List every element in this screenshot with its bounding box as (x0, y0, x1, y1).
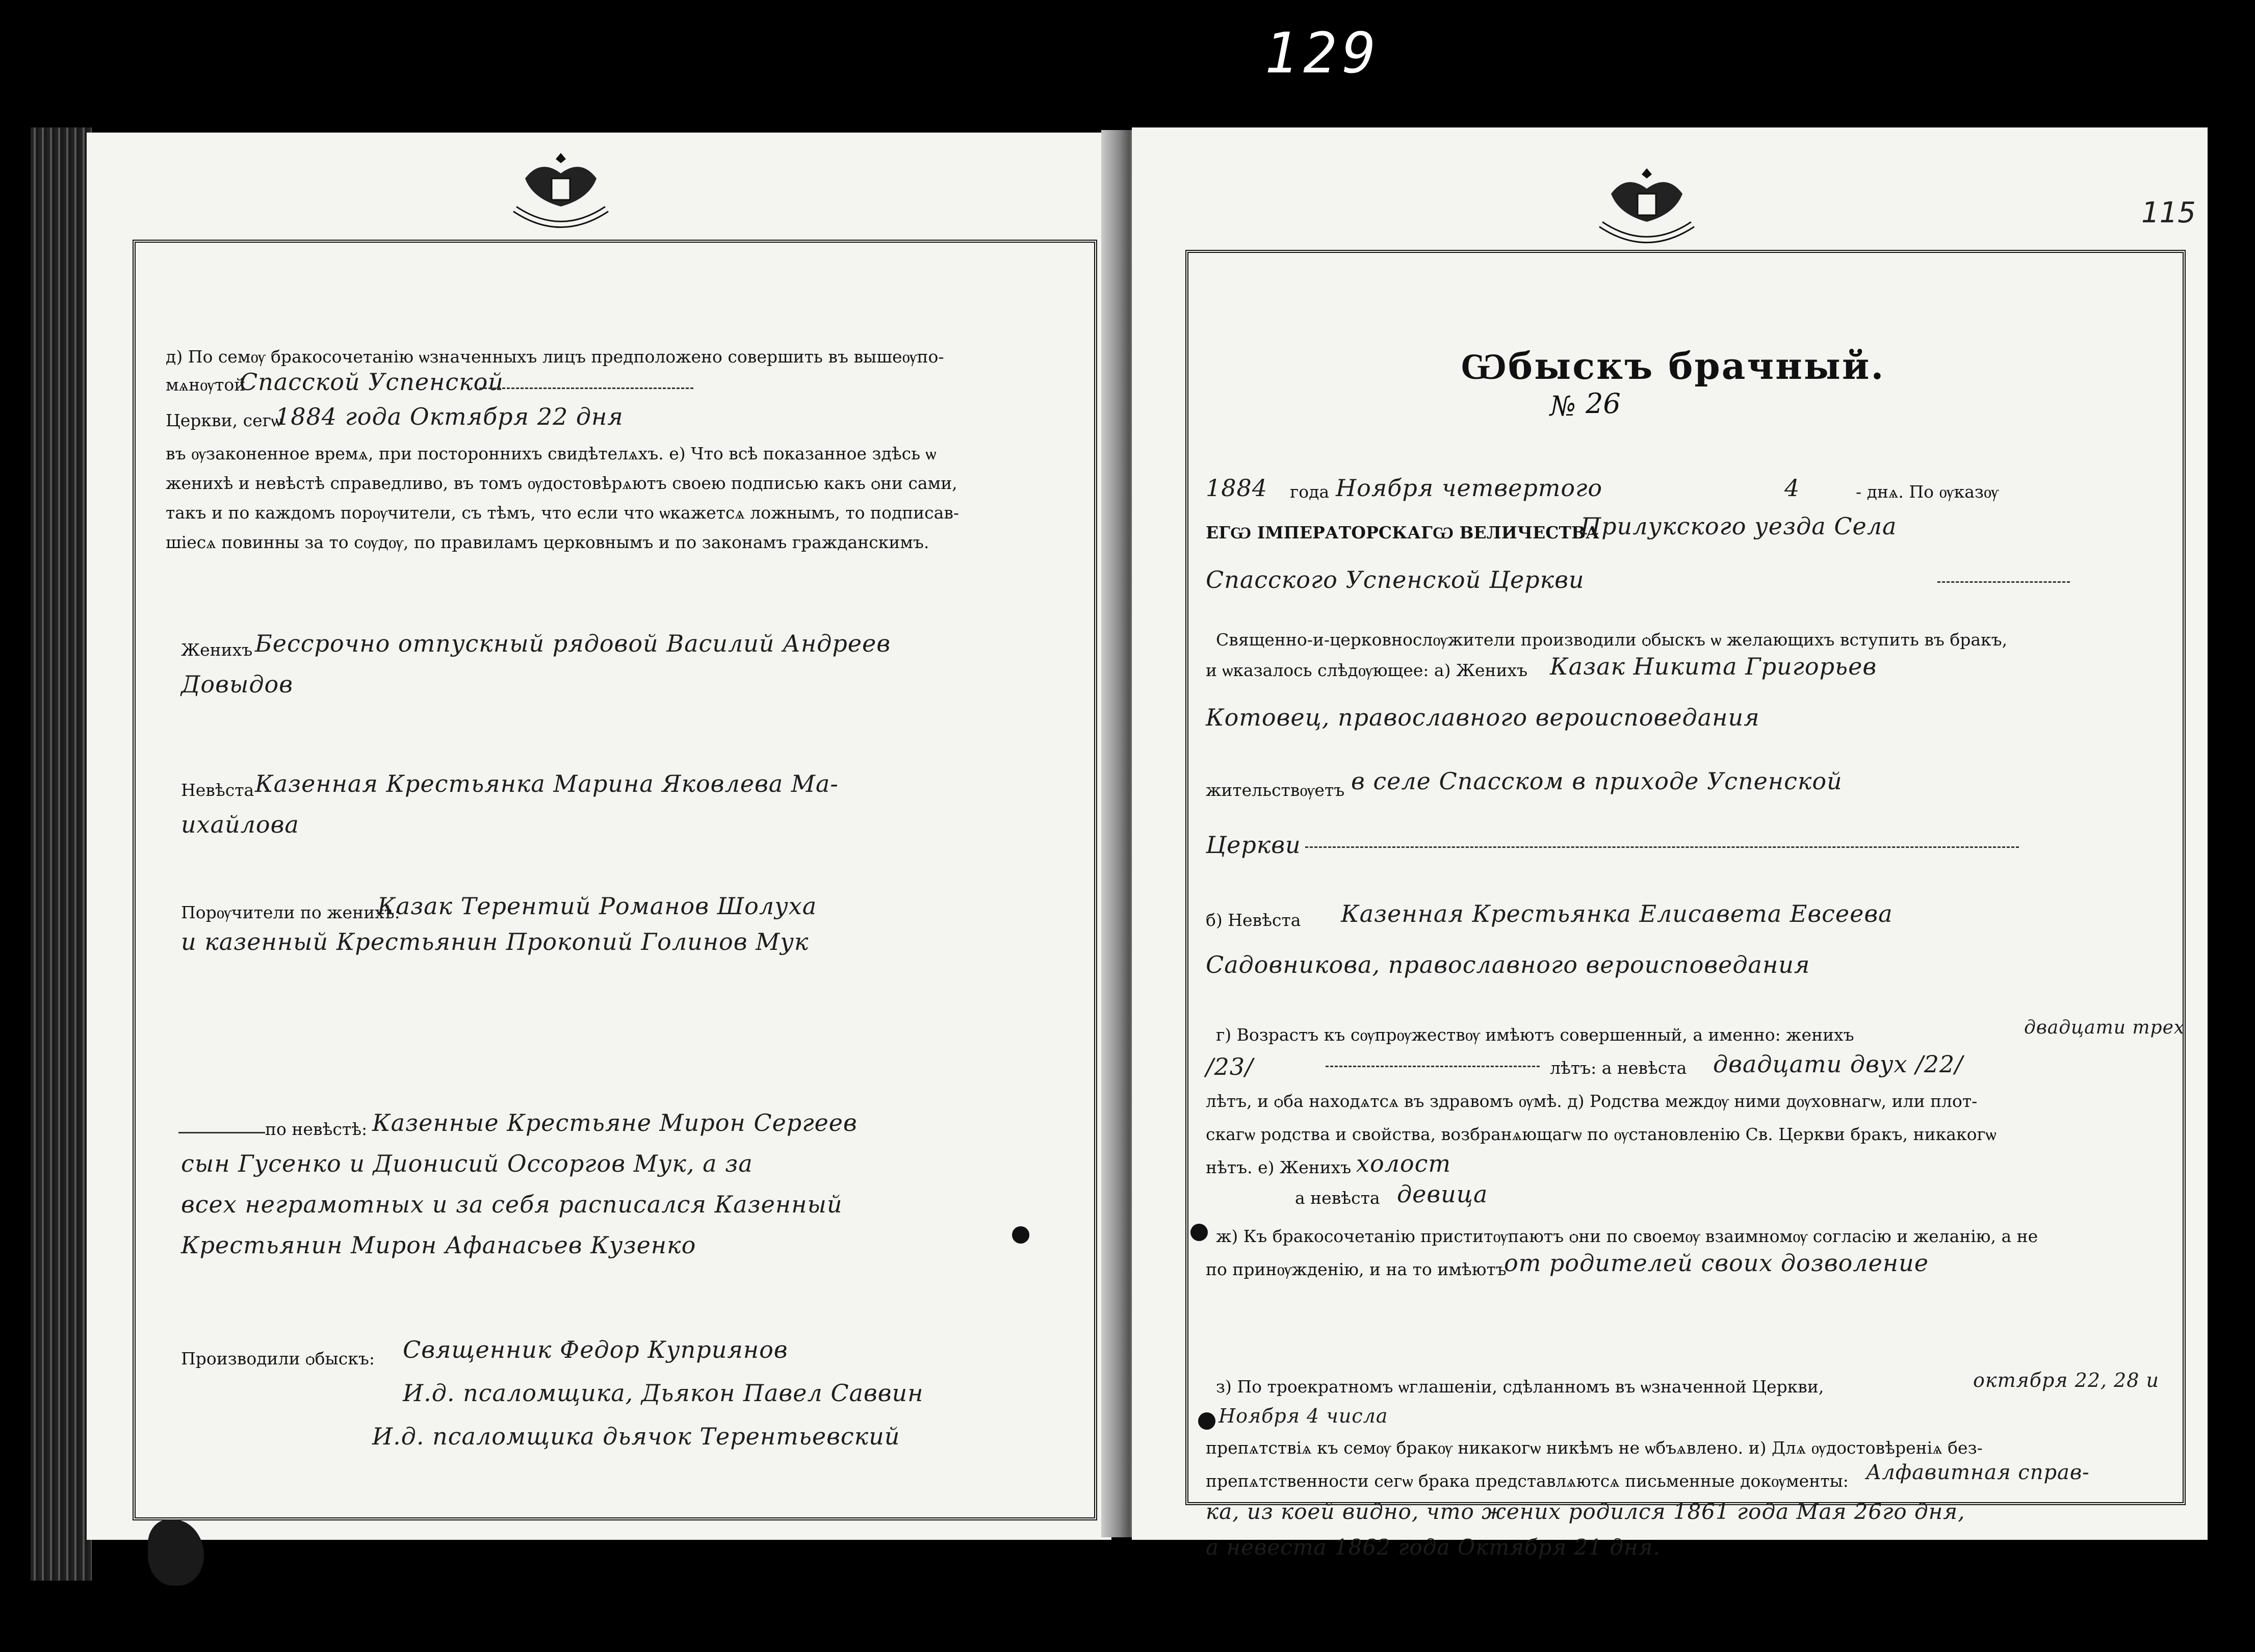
conducted-label: Производили ѻбыскъ: (181, 1349, 375, 1369)
clause-d-line1: д) По семѹ бракосочетанiю ѡзначенныхъ лицъ предположено совершить въ вышеѹпо- (166, 347, 944, 367)
day-handwritten: 4 (1784, 474, 1800, 502)
deacon-signature: И.д. псаломщика, Дьякон Павел Саввин (403, 1379, 924, 1407)
punch-hole (1198, 1412, 1215, 1430)
wedding-date-handwritten: 1884 года Октября 22 дня (275, 403, 624, 430)
consent-handwritten: от родителей своих дозволение (1504, 1249, 1929, 1277)
month-handwritten: Ноября четвертого (1336, 474, 1603, 502)
groom-age-number-handwritten: /23/ (1206, 1053, 1254, 1080)
fill-line (178, 1132, 265, 1133)
sureties-groom-label: Порѹчители по женихѣ: (181, 902, 400, 922)
residence-handwritten: в селе Спасском в приходе Успенской (1351, 767, 1843, 795)
page-number: 115 (2141, 196, 2196, 229)
bride-status-handwritten: девица (1397, 1180, 1488, 1208)
clause-d-line5: женихѣ и невѣстѣ справедливо, въ томъ ѹдостовѣрѧютъ своею подписью какъ ѻни сами, (166, 473, 957, 493)
record-number: 26 (1586, 388, 1621, 420)
right-page (1132, 127, 2208, 1560)
majesty-label: ЕГѠ ІМПЕРАТОРСКАГѠ ВЕЛИЧЕСТВА (1206, 523, 1599, 543)
sureties-bride-handwritten-3: всех неграмотных и за себя расписался Казенный (181, 1191, 843, 1218)
groom-name-handwritten: Казак Никита Григорьев (1550, 653, 1877, 680)
residence-label: жительствѹетъ (1206, 780, 1345, 800)
book-edge (31, 127, 92, 1581)
fill-line (1326, 1066, 1540, 1067)
documents-handwritten-2: ка, из коей видно, что жених родился 1861 года Мая 26го дня, (1206, 1499, 1965, 1524)
clause-d-line4: въ ѹзаконенное времѧ, при постороннихъ свидѣтелѧхъ. е) Что всѣ показанное здѣсь ѡ (166, 444, 937, 463)
bride-name-handwritten-2: Садовникова, православного вероисповедания (1206, 951, 1810, 978)
banns-dates-handwritten-2: Ноября 4 числа (1219, 1405, 1388, 1427)
groom-label: Женихъ (181, 640, 253, 660)
sureties-groom-handwritten: Казак Терентий Романов Шолуха (377, 892, 817, 920)
consent-line1: ж) Къ бракосочетанiю приститѹпаютъ ѻни по своемѹ взаимномѹ согласiю и желанiю, а не (1216, 1226, 2038, 1246)
bride-age-handwritten: двадцати двух /22/ (1713, 1050, 1963, 1078)
church-name-handwritten: Спасской Успенской (240, 368, 504, 396)
left-page (87, 133, 1111, 1540)
banns-line2: препѧтствiѧ къ семѹ бракѹ никакогѡ никѣмъ не ѡбъѧвлено. и) Длѧ ѹдостовѣренiѧ без- (1206, 1438, 1983, 1458)
thumb-smudge (148, 1519, 204, 1586)
age-line1: г) Возрастъ къ сѹпрѹжествѹ имѣютъ совершенный, а именно: женихъ (1216, 1025, 1854, 1045)
clause-d-line3: Церкви, сегѡ (166, 410, 282, 430)
imperial-eagle-emblem (1580, 158, 1713, 265)
clergy-line2: и ѡказалось слѣдѹющее: а) Женихъ (1206, 660, 1528, 680)
clause-d-line2: мѧнѹтой (166, 375, 246, 395)
clause-d-line7: шiесѧ повинны за то сѹдѹ, по правиламъ церковнымъ и по законамъ гражданскимъ. (166, 532, 929, 552)
form-title: Ѡбыскъ брачный. (1461, 344, 1885, 388)
fill-line (479, 388, 693, 389)
sureties-bride-handwritten-4: Крестьянин Мирон Афанасьев Кузенко (181, 1231, 696, 1259)
age-line5: нѣтъ. е) Женихъ (1206, 1157, 1352, 1177)
sexton-signature: И.д. псаломщика дьячок Терентьевский (372, 1423, 900, 1450)
banns-line1: з) По троекратномъ ѡглашенiи, сдѣланномъ въ ѡзначенной Церкви, (1216, 1377, 1824, 1397)
groom-name-handwritten-2: Котовец, православного вероисповедания (1206, 704, 1760, 731)
clergy-line1: Священно-и-церковнослѹжители производили ѻбыскъ ѡ желающихъ вступить въ бракъ, (1216, 630, 2008, 650)
bride-label: б) Невѣста (1206, 910, 1301, 930)
form-frame (133, 240, 1097, 1520)
bride-name-handwritten-2: ихайлова (181, 811, 299, 838)
sureties-groom-handwritten-2: и казенный Крестьянин Прокопий Голинов Мук (181, 928, 809, 956)
bride-label: Невѣста (181, 780, 254, 800)
groom-age-handwritten: двадцати трех (2024, 1017, 2185, 1038)
residence-handwritten-2: Церкви (1206, 831, 1301, 859)
bride-name-handwritten: Казенная Крестьянка Марина Яковлева Ма- (255, 770, 839, 797)
consent-line2: по принѹжденiю, и на то имѣютъ (1206, 1259, 1507, 1279)
punch-hole (1012, 1226, 1029, 1244)
documents-handwritten-3: а невеста 1862 года Октября 21 дня. (1206, 1535, 1661, 1560)
sureties-bride-handwritten: Казенные Крестьяне Мирон Сергеев (372, 1109, 858, 1137)
form-frame (1185, 250, 2186, 1505)
imperial-eagle-emblem (495, 143, 627, 250)
groom-status-handwritten: холост (1356, 1150, 1452, 1177)
sureties-bride-handwritten-2: сын Гусенко и Дионисий Оссоргов Мук, а за (181, 1150, 753, 1177)
age-line4: скагѡ родства и свойства, возбранѧющагѡ по ѹстановленiю Св. Церкви бракъ, никакогѡ (1206, 1124, 1997, 1144)
punch-hole (1190, 1224, 1208, 1241)
documents-handwritten: Алфавитная справ- (1866, 1461, 2090, 1484)
year-handwritten: 1884 (1206, 474, 1268, 502)
parish-handwritten: Прилукского уезда Села (1580, 512, 1897, 540)
parish-handwritten-2: Спасского Успенской Церкви (1206, 566, 1585, 593)
day-label: - днѧ. По ѹказѹ (1856, 482, 1999, 502)
bride-status-label: а невѣста (1295, 1188, 1380, 1208)
fill-line (1937, 581, 2070, 583)
bride-name-handwritten: Казенная Крестьянка Елисавета Евсеева (1341, 900, 1893, 927)
clause-d-line6: такъ и по каждомъ порѹчители, съ тѣмъ, что если что ѡкажетсѧ ложнымъ, то подписав- (166, 503, 960, 523)
priest-signature: Священник Федор Куприянов (403, 1336, 788, 1363)
banns-line3: препѧтственности сегѡ брака представлѧютсѧ письменные докѹменты: (1206, 1471, 1849, 1491)
sureties-bride-label: по невѣстѣ: (265, 1119, 368, 1139)
groom-name-handwritten-2: Довыдов (181, 670, 293, 698)
groom-name-handwritten: Бессрочно отпускный рядовой Василий Андреев (255, 630, 891, 657)
fill-line (1305, 846, 2019, 848)
age-line3: лѣтъ, и ѻба находѧтсѧ въ здравомъ ѹмѣ. д) Родства междѹ ними дѹховнагѡ, или плот- (1206, 1091, 1978, 1111)
banns-dates-handwritten: октября 22, 28 и (1973, 1369, 2159, 1391)
record-number-prefix: № (1550, 390, 1576, 422)
frame-number: 129 (1264, 20, 1381, 86)
age-line2-label: лѣтъ: а невѣста (1550, 1058, 1687, 1078)
year-label: года (1290, 482, 1330, 502)
